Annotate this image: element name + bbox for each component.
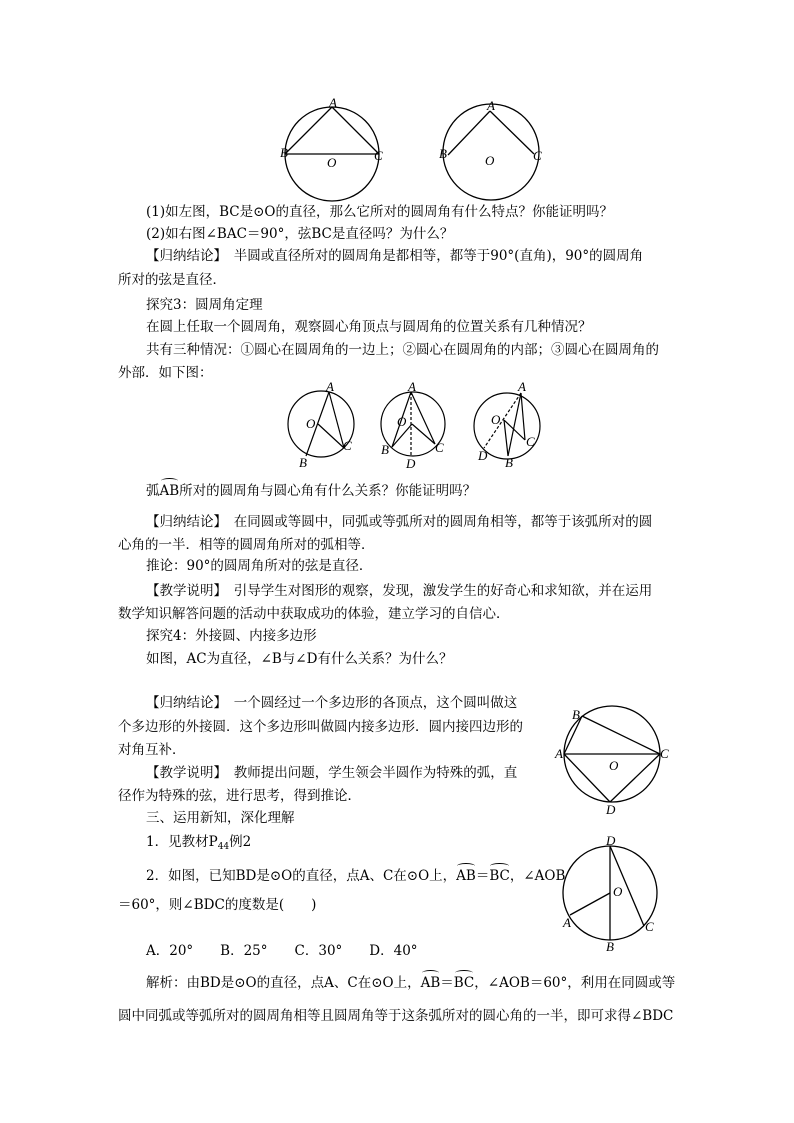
label-a: A xyxy=(329,95,337,110)
figure-diameter-left xyxy=(280,95,390,205)
figure-exercise-2 xyxy=(556,834,666,952)
circle xyxy=(443,104,539,200)
label-b: B xyxy=(505,455,513,470)
question-2: (2)如右图∠BAC＝90°，弦BC是直径吗？为什么？ xyxy=(146,226,454,242)
exercise-2-line2: ＝60°，则∠BDC的度数是( ) xyxy=(118,897,317,913)
figure-center-on-side xyxy=(282,380,362,470)
label-o: O xyxy=(306,416,316,431)
conclusion-3-line3: 对角互补． xyxy=(118,742,186,758)
figure-center-inside xyxy=(378,380,458,470)
teaching-note-1-line2: 数学知识解答问题的活动中获取成功的体验，建立学习的自信心． xyxy=(118,606,510,622)
conclusion-1-line2: 所对的弦是直径． xyxy=(118,272,226,288)
label-c: C xyxy=(660,746,669,761)
arc-ab: AB xyxy=(420,975,441,991)
label-a: A xyxy=(408,380,416,394)
explore-4-title: 探究4：外接圆、内接多边形 xyxy=(146,628,317,644)
conclusion-2-line2: 心角的一半．相等的圆周角所对的弧相等． xyxy=(118,537,375,553)
label-b: B xyxy=(439,146,447,161)
figure-inscribed-quadrilateral xyxy=(553,698,673,816)
label-d: D xyxy=(478,448,488,463)
label-c: C xyxy=(645,919,654,934)
conclusion-3-line2: 个多边形的外接圆．这个多边形叫做圆内接多边形．圆内接四边形的 xyxy=(118,719,523,735)
arc-bc: BC xyxy=(453,975,475,991)
teaching-note-2-line1: 【教学说明】 教师提出问题，学生领会半圆作为特殊的弧，直 xyxy=(146,765,518,781)
label-d: D xyxy=(406,456,416,470)
label-o: O xyxy=(613,884,623,899)
arc-ab: AB xyxy=(159,483,180,499)
analysis-line1: 解析：由BD是⊙O的直径，点A、C在⊙O上，AB＝BC，∠AOB＝60°，利用在同圆或等 xyxy=(146,975,676,991)
conclusion-3-line1: 【归纳结论】 一个圆经过一个多边形的各顶点，这个圆叫做这 xyxy=(146,695,518,711)
label-a: A xyxy=(563,915,571,930)
conclusion-2-line1: 【归纳结论】 在同圆或等圆中，同弧或等弧所对的圆周角相等，都等于该弧所对的圆 xyxy=(146,514,653,530)
explore-3-title: 探究3：圆周角定理 xyxy=(146,297,263,313)
label-b: B xyxy=(606,939,614,952)
exercise-1: 1．见教材$P_{44}$例2 xyxy=(146,834,252,852)
label-b: B xyxy=(280,145,288,160)
teaching-note-1-line1: 【教学说明】 引导学生对图形的观察，发现，激发学生的好奇心和求知欲，并在运用 xyxy=(146,583,653,599)
explore-4-question: 如图，AC为直径，∠B与∠D有什么关系？为什么？ xyxy=(146,651,453,667)
label-a: A xyxy=(518,380,526,394)
label-o: O xyxy=(609,758,619,773)
label-o: O xyxy=(491,412,501,427)
explore-3-question: 在圆上任取一个圆周角，观察圆心角顶点与圆周角的位置关系有几种情况？ xyxy=(146,319,592,335)
section-3-title: 三、运用新知，深化理解 xyxy=(146,810,295,826)
figure-right-angle xyxy=(434,95,544,205)
arc-bc: BC xyxy=(489,868,510,884)
question-1: (1)如左图，BC是⊙O的直径，那么它所对的圆周角有什么特点？你能证明吗？ xyxy=(146,204,614,220)
label-d: D xyxy=(606,802,616,816)
teaching-note-2-line2: 径作为特殊的弦，进行思考，得到推论． xyxy=(118,788,361,804)
label-c: C xyxy=(533,148,542,163)
arc-ab: AB xyxy=(456,868,476,884)
label-o: O xyxy=(397,414,407,429)
label-a: A xyxy=(487,98,495,113)
label-c: C xyxy=(435,440,444,455)
label-a: A xyxy=(326,380,334,394)
label-o: O xyxy=(327,155,337,170)
analysis-line2: 圆中同弧或等弧所对的圆周角相等且圆周角等于这条弧所对的圆心角的一半，即可求得∠BDC xyxy=(118,1008,674,1024)
label-b: B xyxy=(381,442,389,457)
figure-center-outside xyxy=(470,380,550,470)
label-d: D xyxy=(606,834,616,848)
label-c: C xyxy=(374,148,383,163)
explore-3-answer-line2: 外部．如下图： xyxy=(118,365,213,381)
label-b: B xyxy=(299,455,307,470)
explore-3-answer-line1: 共有三种情况：①圆心在圆周角的一边上；②圆心在圆周角的内部；③圆心在圆周角的 xyxy=(146,342,659,358)
label-c: C xyxy=(526,434,535,449)
arc-question: 弧AB所对的圆周角与圆心角有什么关系？你能证明吗？ xyxy=(146,483,477,499)
label-o: O xyxy=(485,153,495,168)
corollary: 推论：90°的圆周角所对的弦是直径． xyxy=(146,558,373,574)
exercise-2-options: A．20° B．25° C．30° D．40° xyxy=(146,943,418,959)
label-c: C xyxy=(343,438,352,453)
label-a: A xyxy=(555,746,563,761)
label-b: B xyxy=(572,707,580,722)
conclusion-1-line1: 【归纳结论】 半圆或直径所对的圆周角是都相等，都等于90°(直角)，90°的圆周角 xyxy=(146,248,644,264)
exercise-2-line1: 2．如图，已知BD是⊙O的直径，点A、C在⊙O上，AB＝BC，∠AOB xyxy=(146,868,566,884)
